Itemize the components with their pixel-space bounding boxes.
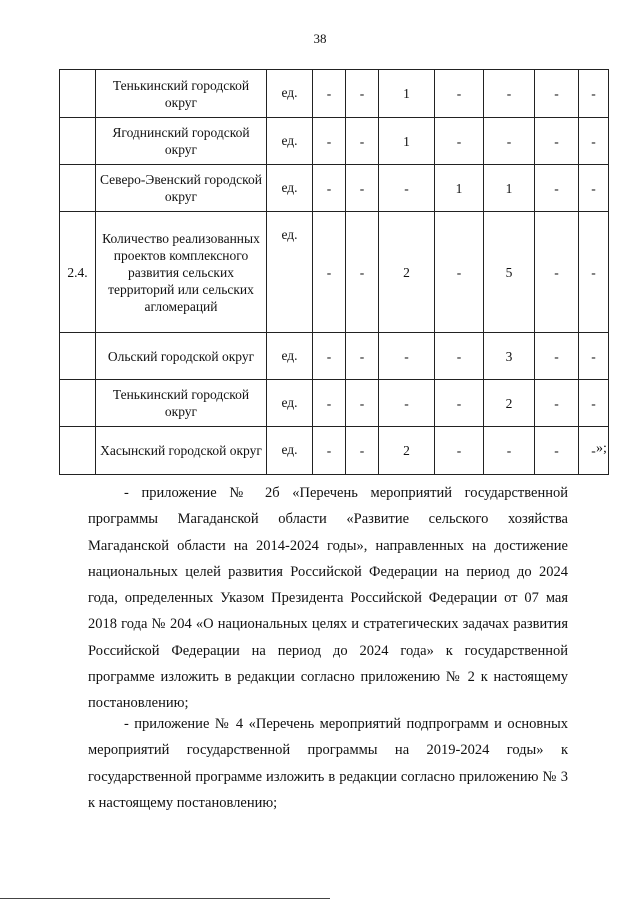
paragraph-appendix-4 xyxy=(88,711,568,816)
value-cell: - xyxy=(579,70,609,118)
indicator-name-cell: Ягоднинский городской округ xyxy=(96,118,267,165)
value-cell: - xyxy=(535,380,579,427)
value-cell: 2 xyxy=(379,427,435,475)
indicator-name-cell: Тенькинский городской округ xyxy=(96,380,267,427)
indicators-table xyxy=(59,69,609,475)
value-cell: 2 xyxy=(484,380,535,427)
value-cell: 1 xyxy=(435,165,484,212)
row-number-cell xyxy=(60,70,96,118)
table-body xyxy=(60,70,609,475)
value-cell: - xyxy=(579,118,609,165)
row-number-cell xyxy=(60,427,96,475)
value-cell: - xyxy=(579,427,609,475)
table-row xyxy=(60,333,609,380)
value-cell: - xyxy=(484,70,535,118)
value-cell: - xyxy=(313,333,346,380)
indicator-name-cell: Северо-Эвенский городской округ xyxy=(96,165,267,212)
value-cell: - xyxy=(484,427,535,475)
value-cell: - xyxy=(435,380,484,427)
value-cell: 1 xyxy=(484,165,535,212)
table-row xyxy=(60,70,609,118)
indicator-name-cell: Хасынский городской округ xyxy=(96,427,267,475)
value-cell: - xyxy=(346,380,379,427)
value-cell: - xyxy=(435,70,484,118)
table-row xyxy=(60,165,609,212)
paragraph-text: - приложение № 2б «Перечень мероприятий государственной программы Магаданской области «Развитие сельского хозяйства Магаданской области на 2014-2024 годы», направленных на достижение национальных целей развития Российской Федерации на период до 2024 года, определенных Указом Президента Российской Федерации от 07 мая 2018 года № 204 «О национальных целях и стратегических задачах развития Российской Федерации на период до 2024 года» к государственной программе изложить в редакции согласно приложению № 2 к настоящему постановлению; xyxy=(88,485,568,712)
paragraph-appendix-2b xyxy=(88,480,568,717)
row-number-cell xyxy=(60,333,96,380)
page-number: 38 xyxy=(313,31,327,46)
value-cell: 5 xyxy=(484,212,535,333)
value-cell: - xyxy=(435,118,484,165)
unit-cell: ед. xyxy=(267,165,313,212)
value-cell: - xyxy=(435,333,484,380)
value-cell: - xyxy=(535,427,579,475)
value-cell: - xyxy=(346,165,379,212)
row-number-cell xyxy=(60,118,96,165)
value-cell: - xyxy=(379,165,435,212)
value-cell: - xyxy=(379,333,435,380)
indicator-name-cell: Ольский городской округ xyxy=(96,333,267,380)
unit-cell: ед. xyxy=(267,212,313,333)
value-cell: - xyxy=(435,212,484,333)
value-cell: - xyxy=(535,212,579,333)
value-cell: - xyxy=(313,165,346,212)
value-cell: - xyxy=(535,118,579,165)
value-cell: - xyxy=(379,380,435,427)
value-cell: - xyxy=(313,70,346,118)
table-row xyxy=(60,118,609,165)
value-cell: - xyxy=(535,70,579,118)
value-cell: - xyxy=(535,165,579,212)
table-row xyxy=(60,427,609,475)
value-cell: 1 xyxy=(379,118,435,165)
row-number-cell: 2.4. xyxy=(60,212,96,333)
unit-cell: ед. xyxy=(267,333,313,380)
value-cell: - xyxy=(313,380,346,427)
table-row xyxy=(60,212,609,333)
unit-cell: ед. xyxy=(267,380,313,427)
value-cell: - xyxy=(579,333,609,380)
indicator-name-cell: Количество реализованных проектов комплексного развития сельских территорий или сельских агломераций xyxy=(96,212,267,333)
value-cell: - xyxy=(579,380,609,427)
value-cell: - xyxy=(346,118,379,165)
unit-cell: ед. xyxy=(267,70,313,118)
paragraph-text: - приложение № 4 «Перечень мероприятий подпрограмм и основных мероприятий государственной программы на 2019-2024 годы» к государственной программе изложить в редакции согласно приложению № 3 к настоящему постановлению; xyxy=(88,716,568,811)
value-cell: - xyxy=(346,70,379,118)
value-cell: 2 xyxy=(379,212,435,333)
value-cell: - xyxy=(579,212,609,333)
value-cell: - xyxy=(484,118,535,165)
value-cell: - xyxy=(313,427,346,475)
unit-cell: ед. xyxy=(267,427,313,475)
table-row xyxy=(60,380,609,427)
footer-rule xyxy=(0,898,330,899)
unit-cell: ед. xyxy=(267,118,313,165)
value-cell: - xyxy=(313,212,346,333)
value-cell: - xyxy=(346,333,379,380)
value-cell: 3 xyxy=(484,333,535,380)
value-cell: - xyxy=(579,165,609,212)
row-number-cell xyxy=(60,380,96,427)
value-cell: - xyxy=(535,333,579,380)
value-cell: 1 xyxy=(379,70,435,118)
row-number-cell xyxy=(60,165,96,212)
indicator-name-cell: Тенькинский городской округ xyxy=(96,70,267,118)
value-cell: - xyxy=(435,427,484,475)
value-cell: - xyxy=(313,118,346,165)
closing-quote: »; xyxy=(596,441,607,456)
value-cell: - xyxy=(346,427,379,475)
value-cell: - xyxy=(346,212,379,333)
